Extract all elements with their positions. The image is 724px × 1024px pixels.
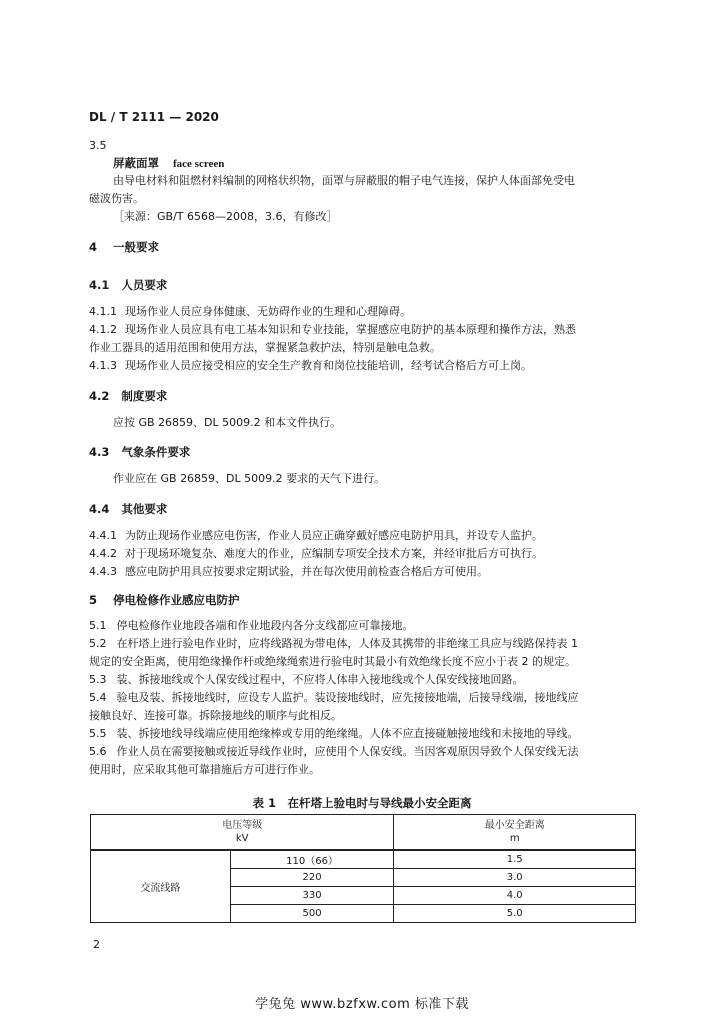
term-en: face screen bbox=[173, 158, 225, 170]
footer-watermark: 学兔兔 www.bzfxw.com 标准下载 bbox=[255, 997, 469, 1012]
clause-4-1-1 bbox=[89, 305, 411, 319]
term-definition-line-1: 由导电材料和阻燃材料编制的网格状织物，面罩与屏蔽服的帽子电气连接，保护人体面部免受电 bbox=[113, 174, 575, 187]
document-id-header: DL / T 2111 — 2020 bbox=[89, 110, 219, 124]
page-number: 2 bbox=[93, 938, 100, 951]
clause-number: 5.6 bbox=[89, 745, 107, 758]
header-text: 最小安全距离 bbox=[484, 820, 545, 831]
clause-number: 5.5 bbox=[89, 727, 107, 740]
clause-number: 4.4.3 bbox=[89, 565, 117, 578]
clause-text: 停电检修作业地段各端和作业地段内各分支线都应可靠接地。 bbox=[116, 619, 414, 632]
clause-text: 现场作业人员应身体健康、无妨碍作业的生理和心理障碍。 bbox=[125, 305, 411, 318]
section-4-1-heading bbox=[89, 278, 167, 292]
distance-cell: 3.0 bbox=[394, 869, 636, 887]
clause-number: 4.4.1 bbox=[89, 529, 117, 542]
clause-number: 5.2 bbox=[89, 637, 107, 650]
line-type-cell: 交流线路 bbox=[91, 850, 231, 923]
clause-4-1-2-cont: 作业工器具的适用范围和使用方法，掌握紧急救护法，特别是触电急救。 bbox=[89, 341, 441, 354]
header-text: 电压等级 bbox=[222, 820, 263, 831]
clause-5-6 bbox=[89, 745, 579, 759]
distance-cell: 1.5 bbox=[394, 850, 636, 869]
clause-text: 在杆塔上进行验电作业时，应将线路视为带电体，人体及其携带的非绝缘工具应与线路保持表 1 bbox=[116, 637, 578, 650]
clause-text: 对于现场环境复杂、难度大的作业，应编制专项安全技术方案，并经审批后方可执行。 bbox=[125, 547, 543, 560]
header-unit: m bbox=[509, 833, 520, 844]
term-heading bbox=[113, 156, 224, 171]
clause-text: 现场作业人员应接受相应的安全生产教育和岗位技能培训，经考试合格后方可上岗。 bbox=[125, 359, 532, 372]
distance-cell: 4.0 bbox=[394, 887, 636, 905]
clause-text: 为防止现场作业感应电伤害，作业人员应正确穿戴好感应电防护用具，并设专人监护。 bbox=[125, 529, 543, 542]
section-4-3-heading bbox=[89, 445, 190, 459]
clause-5-2-cont: 规定的安全距离，使用绝缘操作杆或绝缘绳索进行验电时其最小有效绝缘长度不应小于表 2 的规定。 bbox=[89, 655, 576, 668]
clause-text: 装、拆接地线导线端应使用绝缘棒或专用的绝缘绳。人体不应直接碰触接地线和未接地的导线。 bbox=[116, 727, 579, 740]
clause-5-6-cont: 使用时，应采取其他可靠措施后方可进行作业。 bbox=[89, 763, 320, 776]
clause-text: 验电及装、拆接地线时，应设专人监护。装设接地线时，应先接接地端，后接导线端，接地线应 bbox=[116, 691, 579, 704]
term-number: 3.5 bbox=[89, 139, 107, 152]
voltage-cell: 220 bbox=[230, 869, 394, 887]
clause-text: 作业人员在需要接触或接近导线作业时，应使用个人保安线。当因客观原因导致个人保安线无法 bbox=[116, 745, 579, 758]
section-title: 停电检修作业感应电防护 bbox=[113, 593, 240, 607]
clause-number: 4.1.2 bbox=[89, 323, 117, 336]
clause-4-1-2 bbox=[89, 323, 576, 337]
term-source: ［来源：GB/T 6568—2008，3.6，有修改］ bbox=[113, 210, 338, 223]
section-4-2-body: 应按 GB 26859、DL 5009.2 和本文件执行。 bbox=[113, 416, 342, 429]
clause-5-4-cont: 接触良好、连接可靠。拆除接地线的顺序与此相反。 bbox=[89, 709, 342, 722]
clause-5-4 bbox=[89, 691, 579, 705]
voltage-header-cell bbox=[91, 815, 394, 851]
section-number: 4.3 bbox=[89, 445, 110, 459]
section-number: 5 bbox=[89, 593, 98, 607]
term-definition-line-2: 磁波伤害。 bbox=[89, 192, 144, 205]
clause-text: 装、拆接地线或个人保安线过程中，不应将人体串入接地线或个人保安线接地回路。 bbox=[116, 673, 524, 686]
clause-5-5 bbox=[89, 727, 579, 741]
section-title: 其他要求 bbox=[121, 502, 168, 516]
header-unit: kV bbox=[235, 833, 249, 844]
clause-number: 5.4 bbox=[89, 691, 107, 704]
voltage-cell: 330 bbox=[230, 887, 394, 905]
table-header-row bbox=[91, 815, 636, 851]
clause-5-3 bbox=[89, 673, 524, 687]
clause-text: 感应电防护用具应按要求定期试验，并在每次使用前检查合格后方可使用。 bbox=[125, 565, 488, 578]
section-4-heading bbox=[89, 240, 159, 254]
clause-number: 4.4.2 bbox=[89, 547, 117, 560]
table-caption: 表 1 在杆塔上验电时与导线最小安全距离 bbox=[252, 796, 472, 810]
section-4-3-body: 作业应在 GB 26859、DL 5009.2 要求的天气下进行。 bbox=[113, 472, 386, 485]
clause-number: 5.1 bbox=[89, 619, 107, 632]
clause-4-4-2 bbox=[89, 547, 543, 561]
clause-number: 4.1.1 bbox=[89, 305, 117, 318]
section-number: 4.1 bbox=[89, 278, 110, 292]
section-title: 人员要求 bbox=[121, 278, 168, 292]
clause-4-4-3 bbox=[89, 565, 488, 579]
section-number: 4 bbox=[89, 240, 98, 254]
clause-number: 4.1.3 bbox=[89, 359, 117, 372]
section-number: 4.4 bbox=[89, 502, 110, 516]
section-number: 4.2 bbox=[89, 389, 110, 403]
voltage-cell: 110（66） bbox=[230, 850, 394, 869]
voltage-cell: 500 bbox=[230, 905, 394, 923]
clause-4-4-1 bbox=[89, 529, 543, 543]
table-row bbox=[91, 850, 636, 869]
section-title: 气象条件要求 bbox=[121, 445, 191, 459]
clause-5-1 bbox=[89, 619, 414, 633]
section-title: 制度要求 bbox=[121, 389, 168, 403]
distance-cell: 5.0 bbox=[394, 905, 636, 923]
clause-text: 现场作业人员应具有电工基本知识和专业技能，掌握感应电防护的基本原理和操作方法，熟悉 bbox=[125, 323, 576, 336]
section-5-heading bbox=[89, 593, 240, 607]
section-4-4-heading bbox=[89, 502, 167, 516]
clause-number: 5.3 bbox=[89, 673, 107, 686]
section-4-2-heading bbox=[89, 389, 167, 403]
distance-header-cell bbox=[394, 815, 636, 851]
term-zh: 屏蔽面罩 bbox=[113, 156, 159, 170]
clause-5-2 bbox=[89, 637, 578, 651]
safety-distance-table bbox=[90, 814, 636, 923]
clause-4-1-3 bbox=[89, 359, 532, 373]
section-title: 一般要求 bbox=[113, 240, 160, 254]
